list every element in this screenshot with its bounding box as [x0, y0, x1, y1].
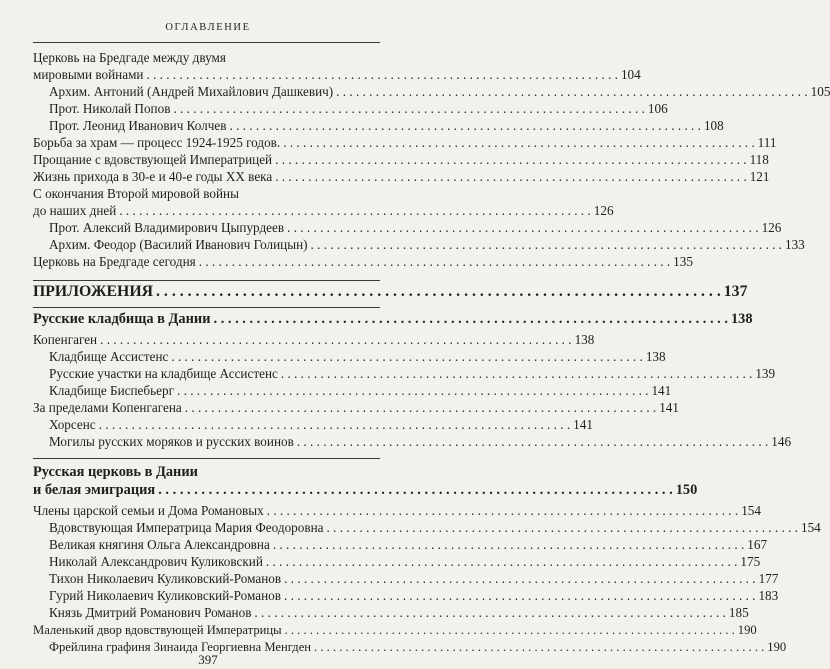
toc-entry-title: Церковь на Бредгаде сегодня: [33, 254, 196, 269]
toc-entry-title: Русские кладбища в Дании: [33, 311, 211, 327]
toc-entry-title: Кладбище Ассистенс: [49, 349, 169, 364]
toc-entry-page: 154: [800, 520, 821, 535]
toc-entry-title: Кладбище Биспебьерг: [49, 383, 174, 398]
dot-leader: [156, 282, 721, 301]
dot-leader: [275, 152, 746, 168]
toc-entry: [49, 554, 761, 570]
toc-entry-page: 175: [740, 554, 761, 569]
toc-entry-title: Члены царской семьи и Дома Романовых: [33, 503, 264, 518]
toc-entry: [33, 622, 757, 638]
toc-entry: [49, 417, 593, 433]
toc-entry-page: 118: [749, 152, 769, 167]
toc-entry-title: Архим. Феодор (Василий Иванович Голицын): [49, 237, 308, 252]
dot-leader: [99, 417, 570, 433]
toc-entry-page: 126: [593, 203, 614, 218]
toc-entry-title: и белая эмиграция: [33, 482, 156, 498]
toc-entry-title: Прот. Алексий Владимирович Цыпурдеев: [49, 220, 285, 235]
toc-entry-title: Маленький двор вдовствующей Императрицы: [33, 623, 282, 637]
section-rule: [33, 458, 380, 459]
toc-section-heading: [33, 481, 698, 499]
dot-leader: [336, 84, 807, 100]
toc-entry-title: С окончания Второй мировой войны: [33, 186, 239, 201]
toc-entry-page: 185: [728, 605, 749, 620]
dot-leader: [173, 101, 644, 117]
toc-entry-title: ПРИЛОЖЕНИЯ: [33, 283, 154, 300]
dot-leader: [311, 237, 782, 253]
toc-entry-title: Великая княгиня Ольга Александровна: [49, 537, 270, 552]
toc-entry-page: 108: [703, 118, 724, 133]
toc-entry: [33, 67, 641, 83]
toc-entry-page: 135: [673, 254, 693, 269]
toc-entry-title: мировыми войнами: [33, 67, 144, 82]
dot-leader: [283, 135, 754, 151]
toc-entry: [49, 383, 672, 399]
toc-entry: [33, 152, 769, 168]
toc-entry: [49, 537, 768, 553]
toc-entry-title: Архим. Антоний (Андрей Михайлович Дашкевич): [49, 84, 334, 99]
dot-leader: [284, 588, 755, 604]
dot-leader: [267, 503, 738, 519]
dot-leader: [275, 169, 746, 185]
dot-leader: [171, 349, 642, 365]
running-header: ОГЛАВЛЕНИЕ: [165, 22, 251, 33]
section-rule: [33, 307, 380, 308]
toc-entry-title: Прот. Николай Попов: [49, 101, 171, 116]
dot-leader: [327, 520, 798, 536]
toc-section-heading: [33, 310, 753, 329]
toc-entry-page: 137: [723, 283, 748, 300]
section-rule: [33, 280, 380, 281]
dot-leader: [229, 118, 700, 134]
toc-entry-title: Прощание с вдовствующей Императрицей: [33, 152, 273, 167]
toc-entry: [33, 400, 679, 416]
toc-entry-page: 105: [810, 84, 830, 99]
toc-entry-title: до наших дней: [33, 203, 117, 218]
toc-entry: [33, 169, 770, 185]
toc-entry: [49, 588, 779, 604]
dot-leader: [158, 481, 672, 499]
toc-entry-page: 190: [737, 623, 757, 637]
toc-entry-title: За пределами Копенгагена: [33, 400, 182, 415]
dot-leader: [185, 400, 656, 416]
toc-entry-title: Вдовствующая Императрица Мария Феодоровна: [49, 520, 324, 535]
toc-entry: [49, 220, 782, 236]
toc-entry-page: 111: [757, 135, 777, 150]
toc-entry-title: Князь Дмитрий Романович Романов: [49, 605, 252, 620]
toc-entry: [33, 186, 380, 202]
dot-leader: [214, 310, 728, 329]
toc-entry-page: 190: [767, 640, 787, 654]
toc-entry-page: 146: [771, 434, 792, 449]
toc-entry-page: 138: [645, 349, 666, 364]
toc-entry: [33, 50, 380, 66]
toc-entry: [49, 434, 792, 450]
toc-entry-page: 154: [741, 503, 761, 518]
dot-leader: [273, 537, 744, 553]
toc-entry-page: 126: [761, 220, 782, 235]
toc-entry: [49, 101, 668, 117]
dot-leader: [287, 220, 758, 236]
dot-leader: [119, 203, 590, 219]
dot-leader: [281, 366, 752, 382]
header-rule: [33, 42, 380, 43]
toc-entry-title: Могилы русских моряков и русских воинов: [49, 434, 294, 449]
toc-entry-page: 133: [784, 237, 805, 252]
toc-entry: [33, 503, 761, 519]
dot-leader: [199, 254, 670, 270]
toc-entry: [49, 237, 805, 253]
dot-leader: [254, 605, 725, 621]
dot-leader: [284, 571, 755, 587]
toc-entry-page: 138: [574, 332, 595, 347]
toc-entry: [33, 135, 777, 151]
dot-leader: [177, 383, 648, 399]
toc-entry-page: 141: [651, 383, 672, 398]
toc-entry-page: 121: [749, 169, 770, 184]
toc-entry-page: 183: [758, 588, 779, 603]
toc-entry-title: Копенгаген: [33, 332, 98, 347]
toc-entry-title: Русские участки на кладбище Ассистенс: [49, 366, 278, 381]
dot-leader: [285, 622, 735, 638]
toc-entry-title: Николай Александрович Куликовский: [49, 554, 263, 569]
toc-entry: [49, 605, 749, 621]
toc-entry-title: Хорсенс: [49, 417, 96, 432]
toc-entry-page: 141: [659, 400, 679, 415]
toc-entry-title: Церковь на Бредгаде между двумя: [33, 50, 226, 65]
toc-entry-page: 106: [647, 101, 668, 116]
toc-entry: [49, 571, 779, 587]
dot-leader: [266, 554, 737, 570]
toc-entry: [49, 366, 776, 382]
toc-entry-page: 167: [747, 537, 768, 552]
toc-entry: [49, 118, 724, 134]
dot-leader: [146, 67, 617, 83]
toc-entry-page: 104: [620, 67, 641, 82]
toc-entry: [33, 332, 595, 348]
toc-section-heading: [33, 463, 380, 481]
page-number: 397: [198, 652, 218, 667]
toc-entry: [49, 84, 830, 100]
toc-entry-page: 177: [758, 571, 779, 586]
toc-entry-page: 139: [755, 366, 776, 381]
toc-entry: [49, 349, 666, 365]
toc-entry: [49, 520, 821, 536]
toc-entry-title: Русская церковь в Дании: [33, 464, 198, 480]
toc-entry-title: Гурий Николаевич Куликовский-Романов: [49, 588, 281, 603]
toc-entry-title: Борьба за храм — процесс 1924-1925 годов.: [33, 135, 281, 150]
toc-entry-page: 141: [573, 417, 593, 432]
toc-entry-page: 150: [675, 482, 698, 498]
toc-entry-title: Прот. Леонид Иванович Колчев: [49, 118, 227, 133]
toc-entry-title: Жизнь прихода в 30-е и 40-е годы XX века: [33, 169, 273, 184]
toc-section-heading: [33, 282, 748, 301]
dot-leader: [100, 332, 571, 348]
toc-entry-title: Фрейлина графиня Зинаида Георгиевна Менгден: [49, 640, 312, 654]
toc-entry-title: Тихон Николаевич Куликовский-Романов: [49, 571, 282, 586]
toc-entry: [33, 203, 614, 219]
toc-entry-page: 138: [730, 311, 753, 327]
toc-entry: [33, 254, 693, 270]
dot-leader: [297, 434, 768, 450]
